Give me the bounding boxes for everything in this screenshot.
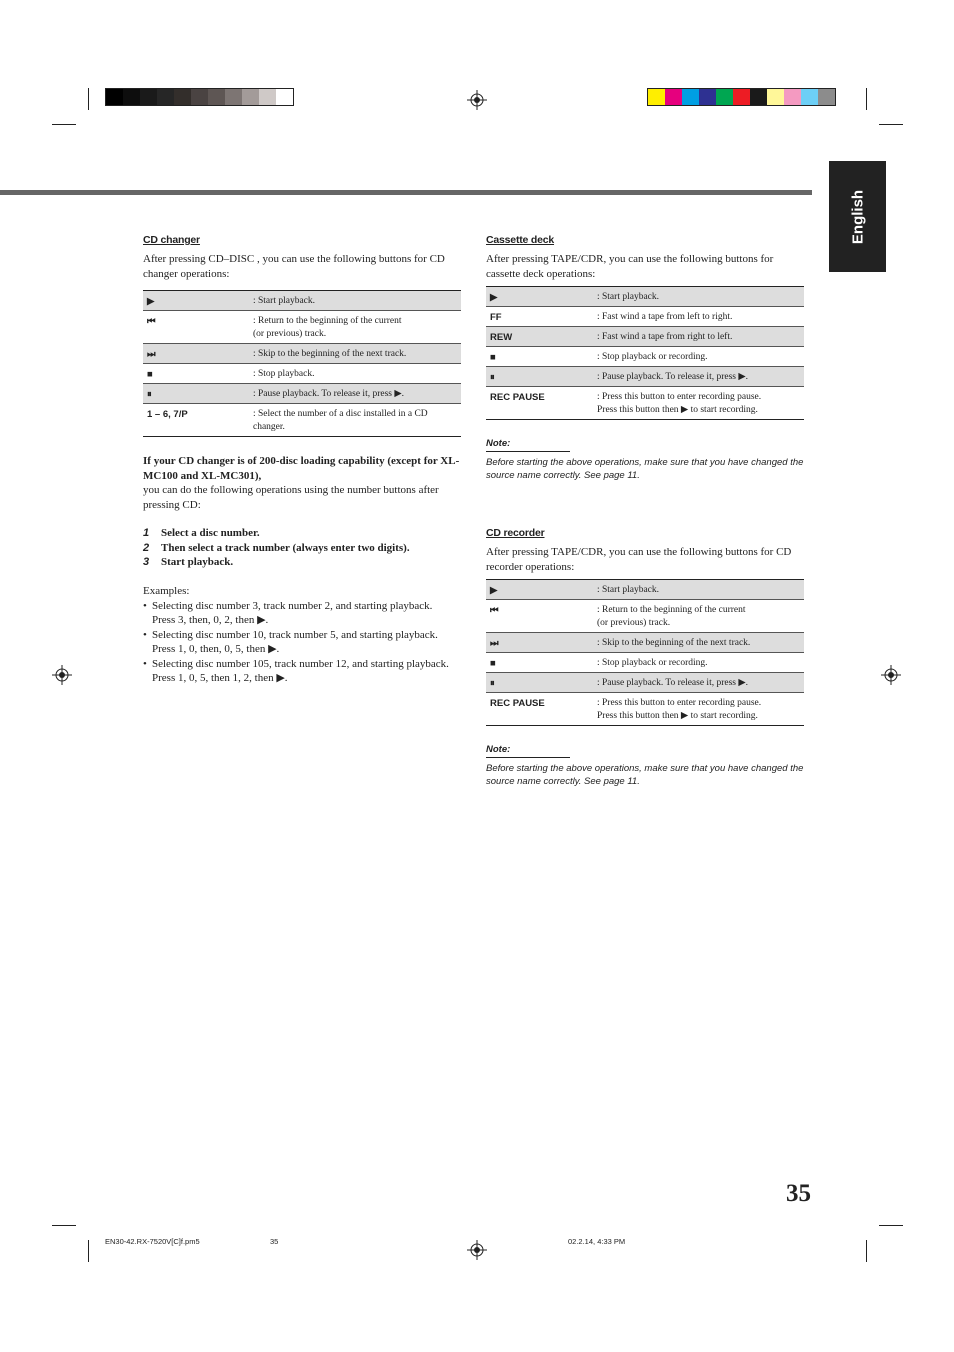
crop-mark xyxy=(866,1240,867,1262)
button-description: : Skip to the beginning of the next track. xyxy=(597,638,751,648)
button-key: REC PAUSE xyxy=(490,392,545,403)
button-description: : Return to the beginning of the current (or previous) track. xyxy=(253,316,402,339)
button-key: 1 – 6, 7/P xyxy=(147,409,188,420)
table-row xyxy=(486,673,804,693)
cd-recorder-note-title: Note: xyxy=(486,744,570,758)
button-description: : Press this button to enter recording pause. Press this button then ▶ to start recording. xyxy=(597,698,762,721)
table-row xyxy=(486,347,804,367)
button-description: : Fast wind a tape from right to left. xyxy=(597,332,733,342)
table-row xyxy=(486,327,804,347)
color-swatch xyxy=(801,89,818,105)
color-swatch xyxy=(259,89,276,105)
grayscale-swatches xyxy=(105,88,294,106)
example-item: • Selecting disc number 3, track number 2, and starting playback. Press 3, then, 0, 2, then ▶. xyxy=(143,599,433,626)
button-key: REW xyxy=(490,332,513,343)
color-swatch xyxy=(682,89,699,105)
button-description: : Pause playback. To release it, press ▶. xyxy=(253,389,405,399)
button-key: ▶ xyxy=(490,585,498,596)
cassette-heading: Cassette deck xyxy=(486,234,555,246)
color-swatch xyxy=(225,89,242,105)
crop-mark xyxy=(88,88,89,110)
cassette-note-title: Note: xyxy=(486,438,570,452)
language-tab xyxy=(829,161,886,272)
cd-changer-intro: After pressing CD–DISC , you can use the following buttons for CD changer operations: xyxy=(143,253,445,280)
color-swatch xyxy=(665,89,682,105)
button-key: ⏸ xyxy=(490,678,495,689)
footer-file: EN30-42.RX-7520V[C]f.pm5 xyxy=(105,1237,200,1246)
table-row xyxy=(486,307,804,327)
capability-note: If your CD changer is of 200-disc loading capability (except for XL-MC100 and XL-MC301), xyxy=(143,455,460,482)
step-item: 3 Start playback. xyxy=(143,556,234,568)
table-row xyxy=(486,287,804,307)
color-swatch xyxy=(784,89,801,105)
header-bar xyxy=(0,190,812,195)
button-description: : Start playback. xyxy=(597,292,659,302)
crop-mark xyxy=(879,124,903,125)
table-row xyxy=(143,384,461,404)
crop-mark xyxy=(88,1240,89,1262)
button-key: ■ xyxy=(147,369,153,380)
example-item: • Selecting disc number 105, track number 12, and starting playback. Press 1, 0, 5, then 1, 2, then ▶. xyxy=(143,657,449,684)
cd-recorder-intro: After pressing TAPE/CDR, you can use the following buttons for CD recorder operations: xyxy=(486,546,792,573)
table-row xyxy=(143,344,461,364)
button-key: ▶ xyxy=(490,292,498,303)
color-swatch xyxy=(276,89,293,105)
number-buttons-text: you can do the following operations using the number buttons after pressing CD: xyxy=(143,484,439,511)
steps-list xyxy=(143,526,473,570)
button-key: FF xyxy=(490,312,502,323)
button-description: : Return to the beginning of the current (or previous) track. xyxy=(597,605,746,628)
table-row xyxy=(486,600,804,633)
button-description: : Fast wind a tape from left to right. xyxy=(597,312,733,322)
cassette-intro: After pressing TAPE/CDR, you can use the following buttons for cassette deck operations: xyxy=(486,253,774,280)
button-description: : Start playback. xyxy=(253,296,315,306)
cd-recorder-table xyxy=(486,579,804,726)
color-swatch xyxy=(699,89,716,105)
table-row xyxy=(486,653,804,673)
registration-mark-icon xyxy=(467,1240,487,1260)
table-row xyxy=(143,364,461,384)
button-key: ⏭ xyxy=(147,349,156,360)
color-swatches xyxy=(647,88,836,106)
crop-mark xyxy=(879,1225,903,1226)
table-row xyxy=(143,311,461,344)
footer-date: 02.2.14, 4:33 PM xyxy=(568,1237,626,1246)
cd-changer-heading: CD changer xyxy=(143,234,200,246)
footer-page: 35 xyxy=(270,1237,279,1246)
button-key: ⏸ xyxy=(490,372,495,383)
cassette-table xyxy=(486,286,804,420)
button-description: : Stop playback. xyxy=(253,369,315,379)
button-description: : Skip to the beginning of the next track. xyxy=(253,349,407,359)
button-description: : Pause playback. To release it, press ▶. xyxy=(597,678,749,688)
button-key: ⏭ xyxy=(490,638,499,649)
table-row xyxy=(486,580,804,600)
color-swatch xyxy=(648,89,665,105)
table-row xyxy=(143,404,461,436)
color-swatch xyxy=(242,89,259,105)
step-item: 2 Then select a track number (always enter two digits). xyxy=(143,541,410,554)
color-swatch xyxy=(818,89,835,105)
example-item: • Selecting disc number 10, track number 5, and starting playback. Press 1, 0, then, 0, 5, then ▶. xyxy=(143,628,438,655)
button-description: : Press this button to enter recording pause. Press this button then ▶ to start recording. xyxy=(597,392,762,415)
color-swatch xyxy=(191,89,208,105)
button-description: : Stop playback or recording. xyxy=(597,352,708,362)
color-swatch xyxy=(123,89,140,105)
registration-mark-icon xyxy=(881,665,901,685)
examples xyxy=(143,584,473,686)
color-swatch xyxy=(750,89,767,105)
color-swatch xyxy=(140,89,157,105)
color-swatch xyxy=(733,89,750,105)
table-row xyxy=(143,291,461,311)
button-key: ▶ xyxy=(147,296,155,307)
table-row xyxy=(486,633,804,653)
table-row xyxy=(486,367,804,387)
registration-mark-icon xyxy=(467,90,487,110)
cd-changer-table xyxy=(143,290,461,437)
color-swatch xyxy=(106,89,123,105)
page-number: 35 xyxy=(786,1180,811,1207)
table-row xyxy=(486,387,804,419)
step-item: 1 Select a disc number. xyxy=(143,527,260,539)
button-key: ■ xyxy=(490,352,496,363)
examples-title: Examples: xyxy=(143,585,190,597)
button-description: : Stop playback or recording. xyxy=(597,658,708,668)
button-key: ■ xyxy=(490,658,496,669)
language-tab-label: English xyxy=(849,189,866,244)
cassette-note-text: Before starting the above operations, make sure that you have changed the source name correctly. See page 11. xyxy=(486,457,804,481)
button-description: : Select the number of a disc installed in a CD changer. xyxy=(253,409,428,432)
color-swatch xyxy=(208,89,225,105)
button-description: : Start playback. xyxy=(597,585,659,595)
button-key: ⏸ xyxy=(147,389,152,400)
table-row xyxy=(486,693,804,725)
color-swatch xyxy=(174,89,191,105)
button-key: REC PAUSE xyxy=(490,698,545,709)
color-swatch xyxy=(716,89,733,105)
crop-mark xyxy=(866,88,867,110)
crop-mark xyxy=(52,1225,76,1226)
crop-mark xyxy=(52,124,76,125)
registration-mark-icon xyxy=(52,665,72,685)
button-description: : Pause playback. To release it, press ▶. xyxy=(597,372,749,382)
cd-recorder-heading: CD recorder xyxy=(486,527,545,539)
button-key: ⏮ xyxy=(490,605,499,616)
button-key: ⏮ xyxy=(147,316,156,327)
color-swatch xyxy=(157,89,174,105)
cd-recorder-note-text: Before starting the above operations, make sure that you have changed the source name correctly. See page 11. xyxy=(486,763,804,787)
color-swatch xyxy=(767,89,784,105)
